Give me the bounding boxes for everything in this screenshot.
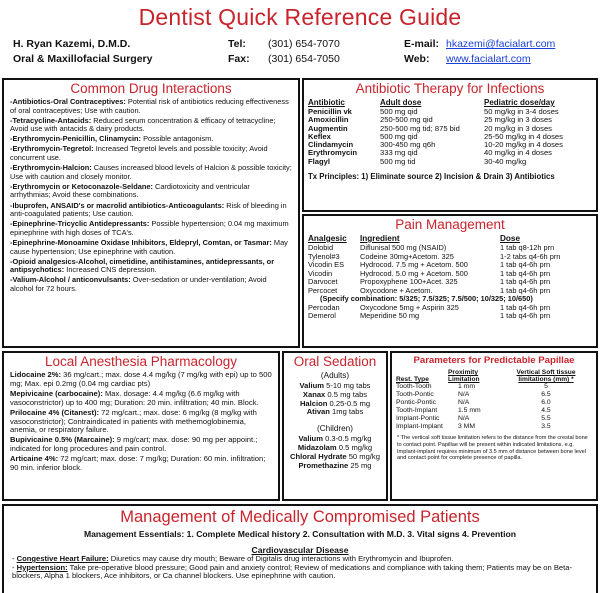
papillae-panel: [390, 351, 598, 501]
table-row: Erythromycin 333 mg qid 40 mg/kg in 4 doses: [308, 148, 552, 158]
list-item: Bupivicaine 0.5% (Marcaine): 9 mg/cart; max. dose: 90 mg per appoint.; indicated for long procedures and pain control.: [10, 435, 258, 454]
table-row: Amoxicillin 250-500 mg qid 25 mg/kg in 3 doses: [308, 115, 552, 125]
list-item: Articaine 4%: 72 mg/cart; max. dose: 7 mg/kg; Duration: 60 min. infiltration; 90 min. inferior block.: [10, 454, 266, 473]
list-item: Valium 0.3-0.5 mg/kg: [298, 434, 372, 444]
anesthesia-panel: [2, 351, 280, 501]
sedation-children-list: [284, 435, 386, 470]
sedation-adults-list: [284, 382, 386, 417]
list-item: Chloral Hydrate 50 mg/kg: [290, 451, 380, 461]
papillae-table: [396, 369, 592, 431]
table-row: Dolobid Diflunisal 500 mg (NSAID) 1 tab q8-12h prn: [308, 243, 555, 252]
table-row: Implant-Pontic N/A 5.5: [396, 415, 551, 423]
list-item: -Tetracycline-Antacids: Reduced serum concentration & efficacy of tetracycline; Avoid use with antacids & dairy products.: [10, 115, 276, 134]
table-row: Augmentin 250-500 mg tid; 875 bid 20 mg/kg in 3 doses: [308, 123, 552, 133]
page-title: Dentist Quick Reference Guide: [138, 4, 462, 30]
drug-interactions-list: [4, 98, 298, 293]
antibiotic-panel: [302, 78, 598, 212]
col-header-proximity: Proximity Limitation: [448, 369, 480, 384]
web-label: Web:: [404, 53, 430, 65]
sedation-title: Oral Sedation: [293, 354, 377, 369]
list-item: -Erythromycin or Ketoconazole-Seldane: Cardiotoxicity and ventricular arrhythmias; Avoid these combinations.: [10, 181, 250, 200]
col-header-ingredient: Ingredient: [360, 234, 400, 243]
percocet-combination-note: (Specify combination: 5/325; 7.5/325; 7.5/500; 10/325; 10/650): [320, 294, 533, 303]
col-header-antibiotic: Antibiotic: [308, 98, 345, 107]
table-row: Flagyl 500 mg tid 30-40 mg/kg: [308, 156, 527, 166]
tel-label: Tel:: [228, 38, 246, 50]
papillae-footnote: * The vertical soft tissue limitation refers to the distance from the crestal bone to contact point. Papillae will be present within indicated limitations. e.g. Implant-implant requires minimum of 3.5 mm of distance between bone level and contact point for complete presence of papilla.: [397, 435, 588, 462]
list-item: - Congestive Heart Failure: Diuretics may cause dry mouth; Beware of Digitalis drug interactions with Erythromycin and Ibuprofen.: [12, 554, 454, 563]
fax-label: Fax:: [228, 53, 250, 65]
email-link[interactable]: hkazemi@facialart.com: [446, 38, 556, 50]
list-item: -Antibiotics-Oral Contraceptives: Potential risk of antibiotics reducing effectiveness of oral contraceptives; Use with caution.: [10, 97, 289, 115]
antibiotic-table: [308, 98, 563, 166]
table-row: Tooth-Pontic N/A 6.5: [396, 391, 551, 399]
list-item: -Epinephrine-Tricyclic Antidepressants: Possible hypertension; 0.04 mg maximum epinephrine with high doses of TCA's.: [10, 219, 289, 237]
table-row: Vicodin ES Hydrocod. 7.5 mg + Acetom. 500 1 tab q4-6h prn: [308, 260, 551, 269]
col-header-dose: Dose: [500, 234, 521, 243]
oral-sedation-panel: [282, 351, 388, 501]
list-item: Halcion 0.25-0.5 mg: [299, 398, 371, 408]
table-row: Pontic-Pontic N/A 6.0: [396, 399, 551, 407]
anesthesia-list: [4, 371, 278, 473]
list-item: Valium 5-10 mg tabs: [299, 381, 371, 390]
anesthesia-title: Local Anesthesia Pharmacology: [44, 354, 238, 369]
list-item: Lidocaine 2%: 36 mg/cart.; max. dose 4.4 mg/kg (7 mg/kg with epi) up to 500 mg; Max. epi 0.2mg (0.04 mg cardiac pts): [10, 370, 272, 388]
fax-value: (301) 654-7050: [268, 53, 340, 65]
table-header-row: [396, 369, 592, 383]
table-row: Keflex 500 mg qid 25-50 mg/kg in 4 doses: [308, 131, 563, 141]
list-item: -Opioid analgesics-Alcohol, cimetidine, antihistamines, antidepressants, or antipsychotics: Increased CNS depression.: [10, 256, 275, 275]
list-item: -Valium-Alcohol / anticonvulsants: Over-sedation or under-ventilation; Avoid alcohol for 72 hours.: [10, 275, 267, 293]
table-row: Implant-Implant 3 MM 3.5: [396, 423, 551, 431]
list-item: -Ibuprofen, ANSAID's or macrolid antibiotics-Anticoagulants: Risk of bleeding in anti-coagulated patients; Use caution.: [10, 200, 287, 219]
table-row: Percodan Oxycodone 5mg + Aspirin 325 1 tab q4-6h prn: [308, 302, 551, 312]
table-row: Tooth-Tooth 1 mm 5: [396, 383, 548, 391]
pain-title: Pain Management: [395, 217, 505, 232]
col-header-rest-type: Rest. Type: [396, 376, 429, 384]
tel-value: (301) 654-7070: [268, 38, 340, 50]
table-row: Clindamycin 300-450 mg q6h 10-20 mg/kg in 4 doses: [308, 140, 563, 150]
table-row: Percocet Oxycodone + Acetom. 1 tab q4-6h prn: [308, 285, 551, 295]
list-item: -Epinephrine-Monoamine Oxidase Inhibitors, Eldepryl, Comtan, or Tasmar: May cause hypertension; Use epinephrine with caution.: [10, 237, 288, 256]
col-header-analgesic: Analgesic: [308, 234, 347, 243]
papillae-title: Parameters for Predictable Papillae: [413, 355, 575, 366]
adults-label: (Adults): [320, 371, 350, 380]
management-list: [4, 555, 596, 581]
list-item: Ativan 1mg tabs: [306, 407, 364, 417]
table-row: Demerol Meperidine 50 mg 1 tab q4-6h prn: [308, 311, 551, 320]
col-header-adult-dose: Adult dose: [380, 98, 422, 107]
table-row: Penicillin vk 500 mg qid 50 mg/kg in 3-4 doses: [308, 107, 559, 116]
antibiotic-title: Antibiotic Therapy for Infections: [355, 81, 545, 96]
list-item: -Erythromycin-Penicillin, Clinamycin: Possible antagonism.: [10, 134, 214, 144]
list-item: - Hypertension: Take pre-operative blood pressure; Good pain and anxiety control; Review of medications and compliance with taking them; Patients may be on Beta-blockers, Alpha 1 blockers, Ace inhibitors, or Ca channel blockers. Use epinephrine with caution.: [12, 562, 572, 581]
drug-interactions-title: Common Drug Interactions: [70, 81, 232, 96]
web-link[interactable]: www.facialart.com: [446, 53, 531, 65]
tx-principles: Tx Principles: 1) Eliminate source 2) Incision & Drain 3) Antibiotics: [308, 172, 555, 182]
children-label: (Children): [317, 424, 353, 434]
table-row: Darvocet Propoxyphene 100+Acet. 325 1 tab q4-6h prn: [308, 277, 551, 286]
table-row: Tooth-Implant 1.5 mm 4.5: [396, 407, 551, 415]
table-row: Vicodin Hydrocod. 5.0 mg + Acetom. 500 1 tab q4-6h prn: [308, 268, 551, 278]
table-row: Tylenol#3 Codeine 30mg+Acetom. 325 1-2 tabs q4-6h prn: [308, 251, 561, 261]
cardiovascular-heading: Cardiovascular Disease: [251, 545, 349, 555]
management-essentials: Management Essentials: 1. Complete Medical history 2. Consultation with M.D. 3. Vital signs 4. Prevention: [83, 529, 516, 539]
management-panel: [2, 504, 598, 593]
list-item: Mepivicaine (carbocaine): Max. dosage: 4.4 mg/kg (6.6 mg/kg with vasoconstrictor) up to 400 mg; Duration: 20 min. infiltration; 40 min. Block.: [10, 388, 259, 407]
email-label: E-mail:: [404, 38, 440, 50]
specialty: Oral & Maxillofacial Surgery: [13, 53, 153, 65]
management-title: Management of Medically Compromised Patients: [120, 508, 480, 526]
pain-table: [308, 234, 560, 321]
list-item: Prilocaine 4% (Citanest): 72 mg/cart.; max. dose: 6 mg/kg (8 mg/kg with vasoconstrictor); Contraindicated in patients with methemoglobinemia, anemia, or respiratory failure.: [10, 407, 257, 435]
pain-management-panel: [302, 214, 598, 348]
list-item: Promethazine 25 mg: [298, 460, 372, 470]
col-header-vertical-limit: Vertical Soft tissue limitations (mm) *: [516, 369, 576, 384]
list-item: Xanax 0.5 mg tabs: [302, 389, 368, 399]
list-item: -Erythromycin-Halcion: Causes increased blood levels of Halcion & possible toxicity; Use with caution and closely monitor.: [10, 163, 292, 181]
doctor-name: H. Ryan Kazemi, D.M.D.: [13, 38, 131, 50]
col-header-pediatric-dose: Pediatric dose/day: [484, 98, 555, 107]
list-item: -Erythromycin-Tegretol: Increased Tegretol levels and possible toxicity; Avoid concurrent use.: [10, 144, 268, 163]
drug-interactions-panel: [2, 78, 300, 348]
list-item: Midazolam 0.5 mg/kg: [297, 442, 373, 452]
